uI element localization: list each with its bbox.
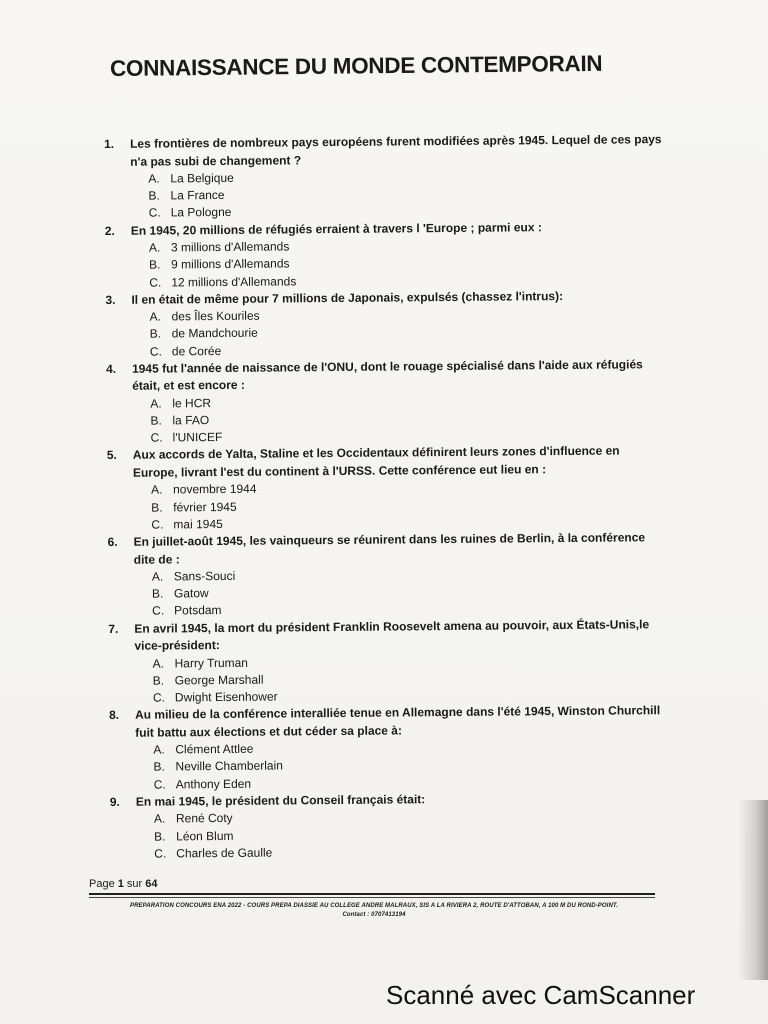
question-text: En mai 1945, le président du Conseil français était: — [135, 792, 426, 809]
option-text: Sans-Souci — [173, 568, 236, 584]
option-letter: A. — [150, 396, 162, 411]
option-letter: A. — [153, 811, 166, 826]
page-separator: sur — [123, 878, 146, 890]
question-6 — [107, 529, 668, 620]
option-text: le HCR — [172, 395, 212, 411]
question-8 — [109, 702, 670, 793]
option-text: Charles de Gaulle — [176, 845, 273, 861]
option-text: novembre 1944 — [173, 482, 257, 497]
page-total: 64 — [145, 878, 158, 890]
option-letter: C. — [150, 430, 163, 445]
option-text: 12 millions d'Allemands — [171, 273, 297, 289]
question-row — [107, 443, 667, 483]
option-text: Anthony Eden — [175, 776, 252, 792]
question-row — [106, 356, 666, 396]
page-title: CONNAISSANCE DU MONDE CONTEMPORAIN — [109, 50, 603, 81]
option-list — [149, 235, 665, 291]
question-1 — [104, 131, 665, 222]
option-letter: C. — [152, 690, 165, 705]
option-list — [154, 806, 670, 862]
option-letter: C. — [149, 344, 162, 359]
question-number: 6. — [107, 534, 118, 550]
footer-contact: Contact : 0707413194 — [342, 912, 406, 918]
option-letter: A. — [153, 742, 165, 757]
option-text: Harry Truman — [174, 655, 249, 671]
page-edge-shadow — [738, 800, 768, 980]
option-text: La Pologne — [170, 205, 232, 220]
option-text: 3 millions d'Allemands — [170, 239, 290, 255]
question-row — [108, 616, 668, 656]
option-list — [150, 304, 666, 360]
option-list — [148, 166, 664, 222]
footer-rule-thick — [89, 893, 655, 895]
question-number: 2. — [104, 223, 115, 238]
option-letter: B. — [150, 413, 162, 428]
question-text: Les frontières de nombreux pays européens furent modifiées après 1945. Lequel de ces pays n'a pas subi de changement ? — [130, 132, 662, 169]
option-text: George Marshall — [174, 672, 264, 688]
option-list — [153, 651, 669, 707]
option-letter: A. — [148, 171, 160, 186]
answer-option — [154, 841, 670, 863]
question-text: En juillet-août 1945, les vainqueurs se réunirent dans les ruines de Berlin, à la conférence dite de : — [133, 530, 646, 567]
option-text: février 1945 — [173, 499, 237, 515]
question-number: 1. — [104, 136, 115, 151]
option-list — [153, 737, 669, 793]
option-letter: B. — [149, 326, 162, 342]
question-row — [107, 529, 667, 569]
option-letter: B. — [154, 829, 166, 844]
scanner-watermark: Scanné avec CamScanner — [386, 980, 696, 1010]
option-list — [151, 478, 667, 534]
option-letter: C. — [153, 777, 166, 792]
option-letter: B. — [153, 759, 165, 775]
option-letter: A. — [152, 656, 165, 671]
option-letter: A. — [149, 309, 161, 324]
option-text: Léon Blum — [176, 828, 234, 843]
option-text: La Belgique — [170, 170, 234, 186]
option-letter: C. — [152, 603, 165, 619]
option-letter: B. — [149, 257, 161, 272]
option-list — [152, 564, 668, 620]
option-letter: C. — [149, 275, 162, 290]
page-number — [89, 878, 659, 890]
question-number: 3. — [105, 292, 116, 307]
option-letter: C. — [154, 846, 167, 861]
footer-rule-thin — [89, 897, 655, 898]
question-text: En 1945, 20 millions de réfugiés erraient à travers l 'Europe ; parmi eux : — [130, 219, 542, 238]
question-9 — [110, 789, 671, 863]
question-4 — [106, 356, 667, 447]
option-letter: A. — [151, 569, 164, 584]
page-footer — [89, 878, 659, 920]
option-text: La France — [170, 188, 225, 203]
question-text: Au milieu de la conférence interalliée tenue en Allemagne dans l'été 1945, Winston Churchill fuit battu aux élections et dut céder sa place à: — [134, 703, 661, 740]
question-text: En avril 1945, la mort du président Franklin Roosevelt amena au pouvoir, aux États-Unis,le vice-président: — [134, 616, 650, 653]
question-number: 7. — [108, 621, 119, 636]
question-5 — [107, 443, 668, 534]
option-text: Potsdam — [174, 603, 222, 618]
footer-address: PREPARATION CONCOURS ENA 2022 - COURS PREPA DIASSIE AU COLLEGE ANDRE MALRAUX, SIS A LA RIVIERA 2, ROUTE D'ATTOBAN, A 100 M DU ROND-POINT. — [130, 903, 618, 909]
option-letter: B. — [151, 586, 164, 601]
option-letter: A. — [151, 482, 163, 498]
question-3 — [105, 287, 666, 361]
option-letter: C. — [148, 205, 161, 221]
option-text: des Îles Kouriles — [171, 308, 260, 324]
option-text: Neville Chamberlain — [175, 758, 283, 774]
question-number: 4. — [105, 361, 117, 376]
question-2 — [105, 218, 666, 292]
option-text: Gatow — [173, 586, 209, 601]
option-letter: B. — [151, 500, 163, 515]
question-number: 5. — [106, 448, 117, 463]
option-text: Dwight Eisenhower — [174, 689, 278, 705]
option-text: de Mandchourie — [171, 326, 258, 341]
page-prefix: Page — [89, 878, 118, 890]
question-text: Il en était de même pour 7 millions de Japonais, expulsés (chassez l'intrus): — [131, 288, 564, 307]
question-number: 8. — [108, 708, 120, 723]
option-text: Clément Attlee — [175, 741, 254, 757]
option-letter: B. — [148, 188, 160, 203]
page-current: 1 — [117, 878, 124, 890]
question-row — [104, 131, 664, 171]
option-text: l'UNICEF — [172, 430, 223, 445]
option-text: de Corée — [171, 343, 222, 359]
option-text: 9 millions d'Allemands — [171, 256, 290, 272]
question-text: 1945 fut l'année de naissance de l'ONU, dont le rouage spécialisé dans l'aide aux réfugiés était, et est encore : — [131, 357, 643, 394]
question-list — [104, 131, 670, 863]
option-text: mai 1945 — [173, 516, 223, 532]
option-letter: A. — [148, 240, 161, 255]
option-list — [150, 391, 666, 447]
option-text: la FAO — [172, 413, 210, 428]
question-number: 9. — [109, 794, 120, 809]
question-text: Aux accords de Yalta, Staline et les Occidentaux définirent leurs zones d'influence en Europe, livrant l'est du continent à l'URSS. Cette conférence eut lieu en : — [132, 443, 620, 480]
option-text: René Coty — [175, 811, 233, 826]
option-letter: C. — [151, 517, 164, 532]
option-letter: B. — [152, 673, 165, 688]
question-7 — [108, 616, 669, 707]
question-row — [109, 702, 669, 742]
